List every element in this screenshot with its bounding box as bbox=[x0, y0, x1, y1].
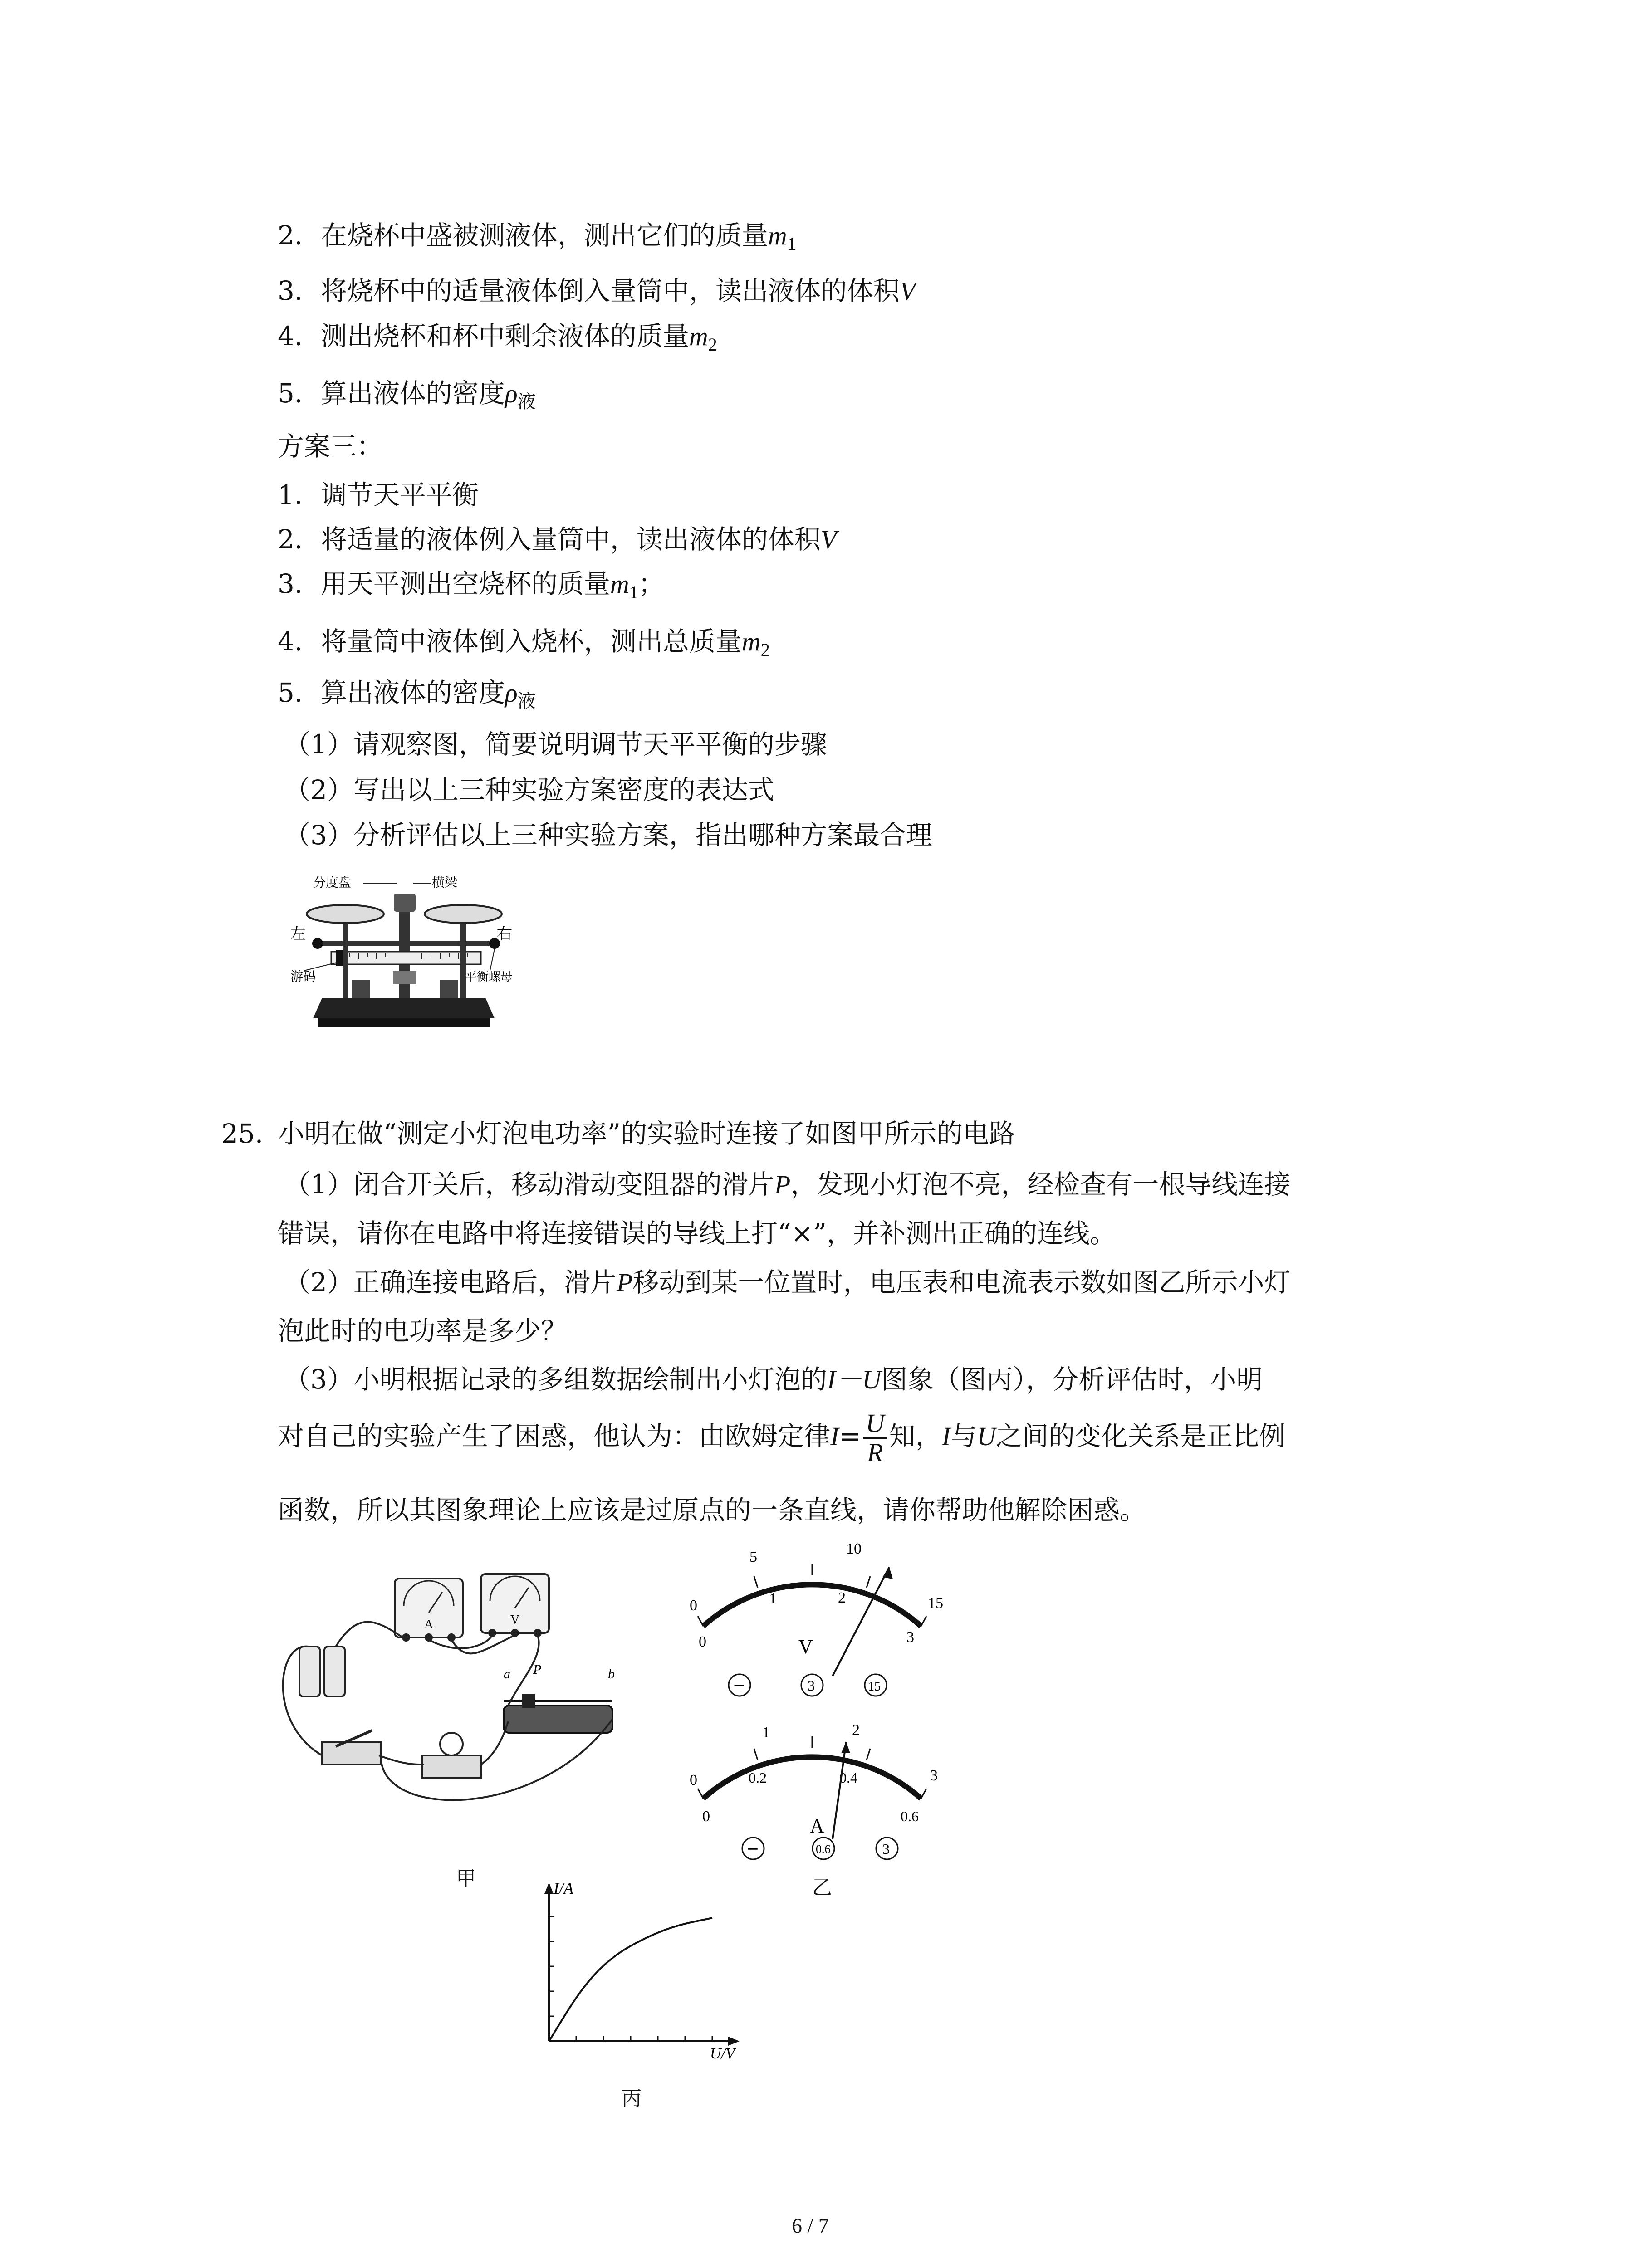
plan3-step5: 5．算出液体的密度$\rho_液$ bbox=[278, 677, 536, 711]
battery-2 bbox=[324, 1647, 345, 1696]
label-nut: 平衡螺母 bbox=[465, 970, 513, 984]
plan2-step5: 5．算出液体的密度$\rho_液$ bbox=[278, 378, 536, 412]
rheostat-slider bbox=[522, 1694, 535, 1708]
plan3-step2: 2．将适量的液体例入量筒中，读出液体的体积V bbox=[278, 524, 837, 555]
label-scale-plate: 分度盘 bbox=[313, 875, 352, 890]
q25-stem: 25. 小明在做“测定小灯泡电功率”的实验时连接了如图甲所示的电路 bbox=[221, 1118, 1015, 1149]
caption-yi: 乙 bbox=[812, 1876, 832, 1899]
bulb bbox=[440, 1733, 463, 1755]
balance-top bbox=[394, 894, 416, 912]
volt-top-0: 0 bbox=[690, 1597, 697, 1614]
caption-bing: 丙 bbox=[622, 2087, 642, 2110]
svg-text:15: 15 bbox=[868, 1680, 881, 1694]
terminal-b: b bbox=[608, 1667, 615, 1681]
voltmeter-symbol: V bbox=[798, 1636, 813, 1658]
voltmeter-dial bbox=[676, 1540, 953, 1703]
bulb-holder bbox=[422, 1755, 481, 1778]
amp-top-0: 0 bbox=[690, 1772, 697, 1789]
amp-bottom-0.4: 0.4 bbox=[839, 1769, 857, 1786]
battery-1 bbox=[299, 1647, 320, 1696]
amp-bottom-0.6: 0.6 bbox=[901, 1808, 919, 1824]
label-beam: 横梁 bbox=[432, 875, 458, 890]
iu-graph bbox=[522, 1878, 776, 2059]
balance-figure bbox=[290, 862, 513, 1030]
balance-base bbox=[313, 998, 495, 1018]
ohm-fraction: $\frac{U}{R}$ bbox=[863, 1410, 887, 1467]
svg-text:3: 3 bbox=[808, 1677, 815, 1694]
x-axis-label: U/V bbox=[710, 2045, 735, 2059]
volt-bottom-1: 1 bbox=[769, 1590, 777, 1607]
slider-p: P bbox=[533, 1662, 542, 1677]
balance-base-foot bbox=[318, 1018, 490, 1027]
amp-bottom-0.2: 0.2 bbox=[749, 1769, 767, 1786]
ammeter-letter: A bbox=[424, 1618, 434, 1632]
q24-question-1: （1）请观察图，简要说明调节天平平衡的步骤 bbox=[284, 729, 827, 760]
plan3-step4: 4．将量筒中液体倒入烧杯，测出总质量$m_2$ bbox=[278, 626, 770, 660]
volt-top-10: 10 bbox=[846, 1540, 862, 1557]
q25-part1-line1: （1）闭合开关后，移动滑动变阻器的滑片P，发现小灯泡不亮，经检查有一根导线连接 bbox=[284, 1169, 1291, 1200]
rheostat bbox=[504, 1706, 612, 1733]
q25-part3-line1: （3）小明根据记录的多组数据绘制出小灯泡的I－U图象（图丙），分析评估时，小明 bbox=[284, 1364, 1263, 1395]
amp-top-3: 3 bbox=[930, 1767, 938, 1784]
plan2-step3: 3．将烧杯中的适量液体倒入量筒中，读出液体的体积V bbox=[278, 275, 916, 306]
volt-bottom-0: 0 bbox=[699, 1633, 706, 1650]
q25-part1-line2: 错误，请你在电路中将连接错误的导线上打“×”，并补测出正确的连线。 bbox=[278, 1218, 1116, 1249]
plan2-step2: 2．在烧杯中盛被测液体，测出它们的质量$m_1$ bbox=[278, 220, 796, 254]
circuit-figure bbox=[268, 1565, 631, 1846]
voltmeter-letter: V bbox=[510, 1613, 520, 1627]
ammeter-arc bbox=[703, 1757, 921, 1799]
left-pan bbox=[307, 905, 384, 923]
q25-part3-line3: 函数，所以其图象理论上应该是过原点的一条直线，请你帮助他解除困惑。 bbox=[278, 1495, 1146, 1525]
svg-text:0.6: 0.6 bbox=[816, 1843, 831, 1856]
label-right: 右 bbox=[497, 925, 512, 943]
svg-text:−: − bbox=[746, 1840, 759, 1858]
amp-bottom-0: 0 bbox=[702, 1808, 710, 1825]
scale-plate bbox=[393, 971, 416, 984]
svg-text:−: − bbox=[733, 1677, 746, 1695]
q25-part2-line1: （2）正确连接电路后，滑片P移动到某一位置时，电压表和电流表示数如图乙所示小灯 bbox=[284, 1267, 1291, 1298]
volt-top-5: 5 bbox=[749, 1549, 757, 1565]
svg-text:3: 3 bbox=[882, 1841, 890, 1857]
caption-jia: 甲 bbox=[456, 1867, 476, 1890]
plan2-step4: 4．测出烧杯和杯中剩余液体的质量$m_2$ bbox=[278, 321, 717, 355]
plan3-step1: 1．调节天平平衡 bbox=[278, 479, 479, 510]
volt-top-15: 15 bbox=[928, 1595, 943, 1612]
iu-curve bbox=[549, 1918, 712, 2041]
volt-bottom-3: 3 bbox=[906, 1629, 914, 1646]
page-number: 6 / 7 bbox=[792, 2214, 829, 2237]
label-left: 左 bbox=[290, 925, 306, 943]
y-axis-label: I/A bbox=[554, 1879, 573, 1897]
amp-top-1: 1 bbox=[762, 1724, 770, 1741]
voltmeter-arc bbox=[703, 1584, 921, 1626]
voltmeter-needle bbox=[833, 1567, 889, 1676]
plan3-title: 方案三： bbox=[278, 431, 383, 462]
right-pan bbox=[425, 905, 502, 923]
q24-question-3: （3）分析评估以上三种实验方案，指出哪种方案最合理 bbox=[284, 820, 932, 850]
label-rider: 游码 bbox=[290, 969, 316, 984]
terminal-a: a bbox=[504, 1667, 510, 1681]
amp-top-2: 2 bbox=[852, 1722, 860, 1739]
rider bbox=[336, 950, 343, 966]
left-balance-nut bbox=[312, 938, 323, 949]
plan3-step3: 3．用天平测出空烧杯的质量$m_1$； bbox=[278, 568, 665, 602]
q25-number: 25. bbox=[221, 1118, 264, 1149]
q25-part2-line2: 泡此时的电功率是多少？ bbox=[278, 1315, 568, 1346]
volt-bottom-2: 2 bbox=[838, 1589, 846, 1606]
switch bbox=[322, 1742, 381, 1765]
ammeter-dial bbox=[676, 1712, 953, 1867]
q25-part3-line2: 对自己的实验产生了困惑，他认为：由欧姆定律I= $\frac{U}{R}$ 知，I与U之间的变化关系是正比例 bbox=[278, 1408, 1286, 1467]
q24-question-2: （2）写出以上三种实验方案密度的表达式 bbox=[284, 774, 774, 805]
ammeter-symbol: A bbox=[810, 1815, 824, 1837]
